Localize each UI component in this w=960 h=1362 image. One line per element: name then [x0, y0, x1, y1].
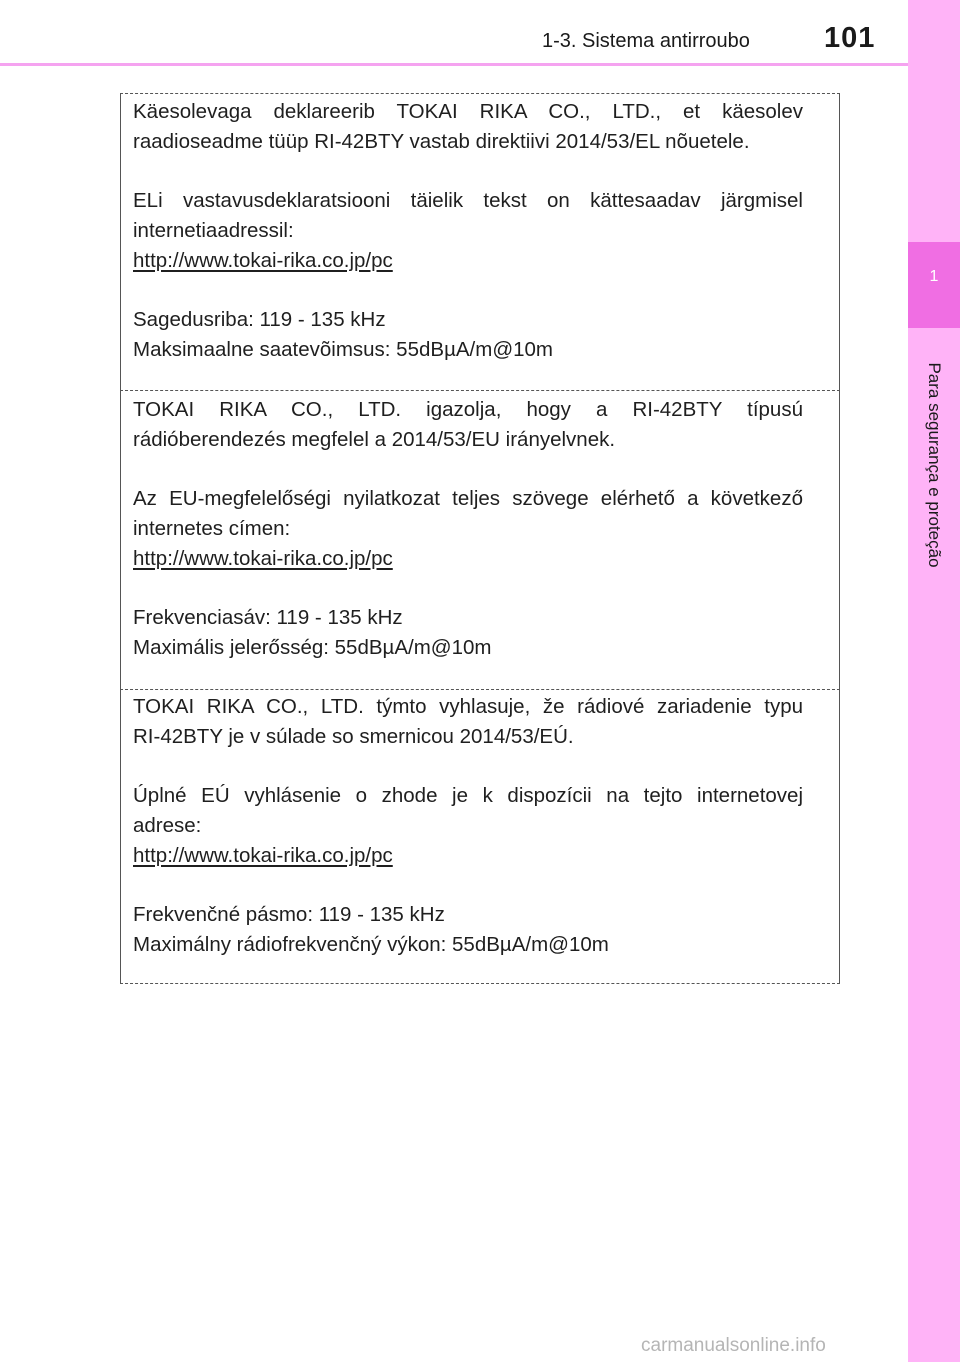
max-power: Maximálny rádiofrekvenčný výkon: 55dBµA/m@10m [133, 933, 609, 956]
declaration-slovak [133, 692, 803, 960]
chapter-number: 1 [929, 268, 939, 285]
chapter-side-strip [908, 0, 960, 1362]
declaration-text-line: internetiaadressil: [133, 219, 294, 242]
declaration-text-line: adrese: [133, 814, 202, 837]
page-header [0, 0, 960, 66]
footer-watermark: carmanualsonline.info [641, 1335, 826, 1356]
declaration-box-bottom-border [120, 983, 840, 984]
chapter-title: Para segurança e proteção [925, 362, 944, 568]
frequency-band: Sagedusriba: 119 - 135 kHz [133, 308, 386, 331]
max-power: Maximális jelerősség: 55dBµA/m@10m [133, 636, 492, 659]
declaration-box-top-border [120, 93, 840, 94]
declaration-text-line: Käesolevaga deklareerib TOKAI RIKA CO., LTD., et käesolev [133, 100, 803, 123]
declaration-text-line: Az EU-megfelelőségi nyilatkozat teljes szövege elérhető a következő [133, 487, 803, 510]
declaration-text-line: Úplné EÚ vyhlásenie o zhode je k dispozícii na tejto internetovej [133, 784, 803, 807]
declaration-text-line: raadioseadme tüüp RI-42BTY vastab direktiivi 2014/53/EL nõuetele. [133, 130, 750, 153]
declaration-text-line: rádióberendezés megfelel a 2014/53/EU irányelvnek. [133, 428, 616, 451]
declaration-separator [120, 390, 840, 391]
page-number: 101 [824, 22, 876, 54]
declaration-link[interactable]: http://www.tokai-rika.co.jp/pc [133, 547, 393, 570]
declaration-separator [120, 689, 840, 690]
declaration-text-line: RI-42BTY je v súlade so smernicou 2014/53/EÚ. [133, 725, 574, 748]
section-title: 1-3. Sistema antirroubo [542, 30, 750, 52]
declaration-link[interactable]: http://www.tokai-rika.co.jp/pc [133, 249, 393, 272]
frequency-band: Frekvenciasáv: 119 - 135 kHz [133, 606, 403, 629]
declaration-text-line: TOKAI RIKA CO., LTD. týmto vyhlasuje, že rádiové zariadenie typu [133, 695, 803, 718]
header-divider [0, 63, 908, 66]
declaration-estonian [133, 97, 803, 365]
declaration-hungarian [133, 395, 803, 663]
declaration-text-line: TOKAI RIKA CO., LTD. igazolja, hogy a RI-42BTY típusú [133, 398, 803, 421]
declaration-text-line: ELi vastavusdeklaratsiooni täielik tekst on kättesaadav järgmisel [133, 189, 803, 212]
max-power: Maksimaalne saatevõimsus: 55dBµA/m@10m [133, 338, 554, 361]
declaration-link[interactable]: http://www.tokai-rika.co.jp/pc [133, 844, 393, 867]
frequency-band: Frekvenčné pásmo: 119 - 135 kHz [133, 903, 445, 926]
declaration-text-line: internetes címen: [133, 517, 291, 540]
